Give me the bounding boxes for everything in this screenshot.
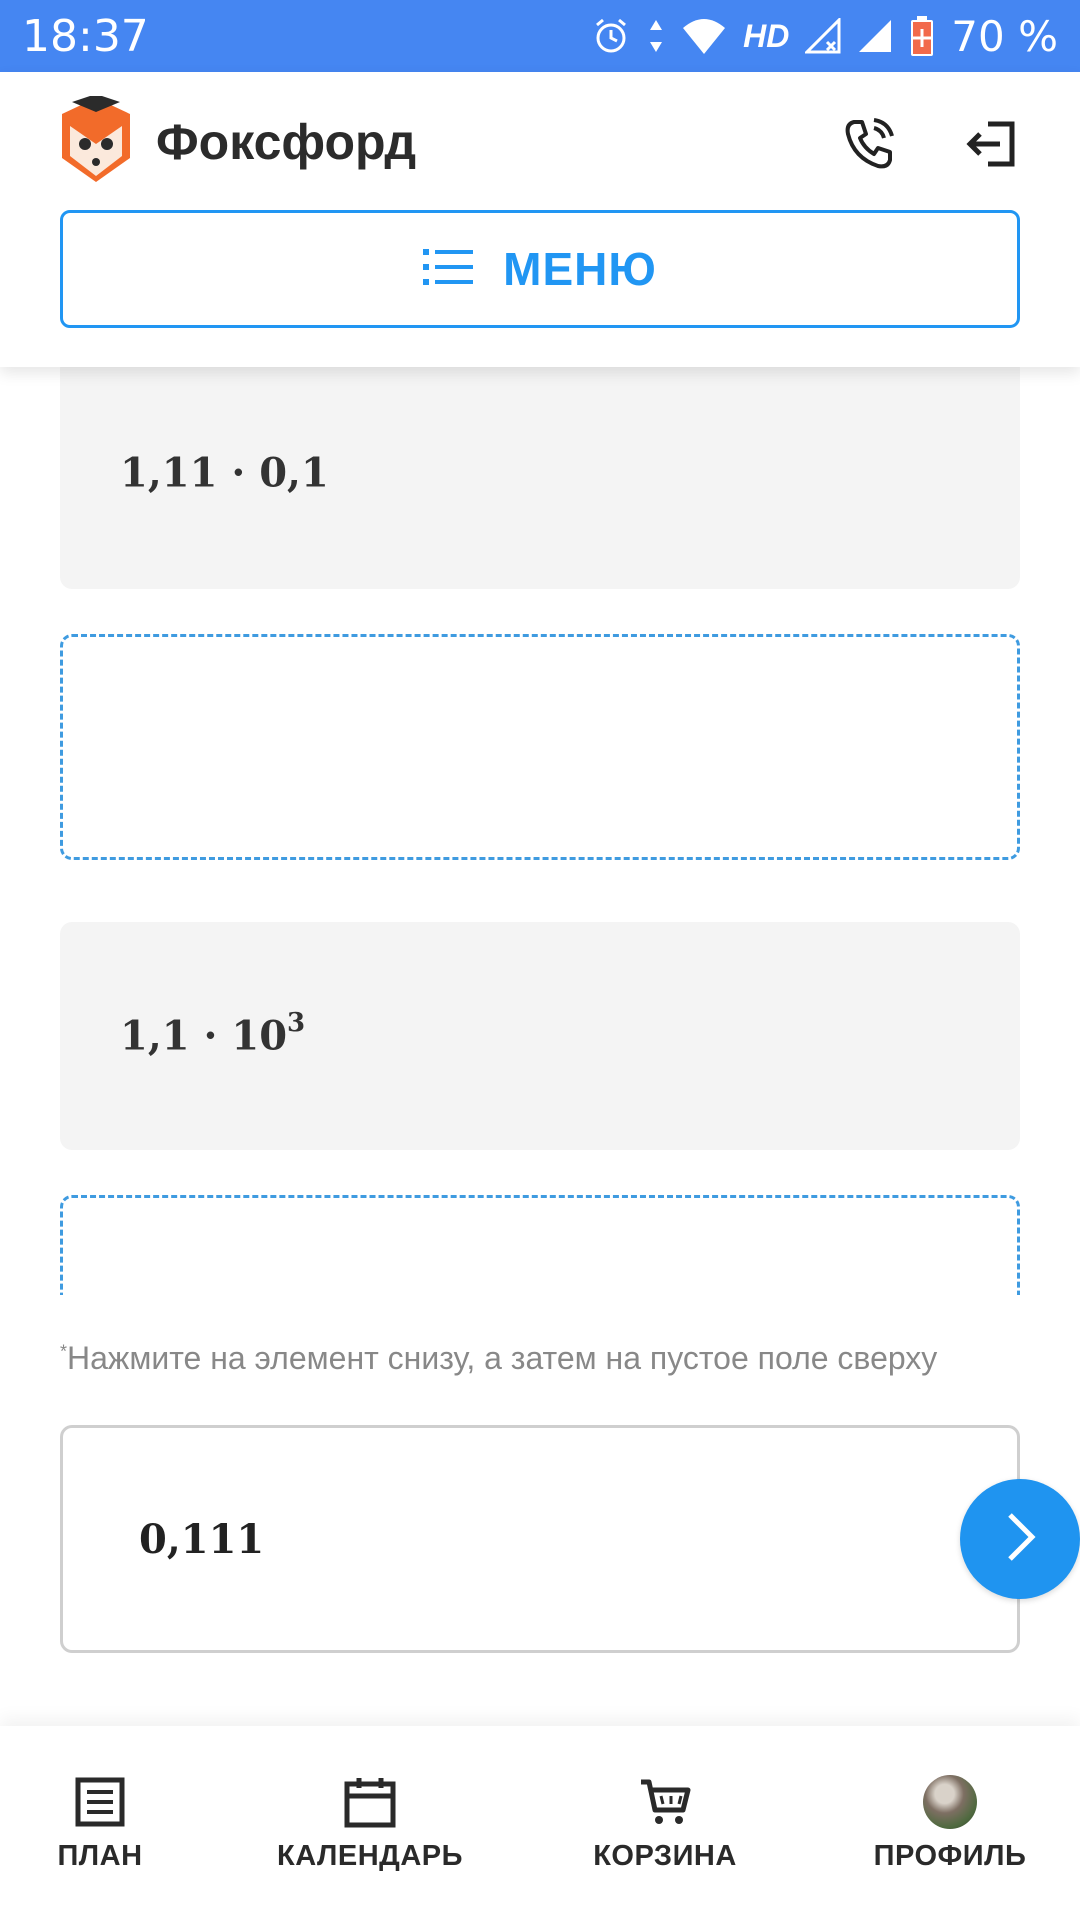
chevron-right-icon <box>1000 1509 1040 1570</box>
plan-icon <box>72 1774 128 1830</box>
bottom-navigation <box>0 1726 1080 1920</box>
signal-icon-1 <box>805 18 841 54</box>
battery-icon <box>909 15 935 57</box>
list-icon <box>423 247 473 292</box>
menu-label: МЕНЮ <box>503 243 657 295</box>
status-time: 18:37 <box>22 10 149 62</box>
empty-answer-slot[interactable] <box>60 1195 1020 1295</box>
answer-option[interactable]: 0,111 <box>139 1515 265 1563</box>
brand-name: Фоксфорд <box>156 114 417 170</box>
nav-plan[interactable] <box>40 1726 160 1920</box>
app-header <box>0 72 1080 367</box>
empty-answer-slot[interactable] <box>60 634 1020 860</box>
status-icons <box>591 12 1058 61</box>
battery-percent: 70 % <box>951 11 1058 61</box>
expression-card <box>60 922 1020 1150</box>
cart-icon <box>637 1774 693 1830</box>
alarm-icon <box>591 16 631 56</box>
nav-plan-label: ПЛАН <box>57 1839 143 1872</box>
nav-cart[interactable] <box>590 1726 740 1920</box>
network-type-label: HD <box>743 17 790 54</box>
nav-profile[interactable] <box>870 1726 1030 1920</box>
answer-options-panel <box>60 1425 1020 1653</box>
phone-icon[interactable] <box>840 114 900 174</box>
expression-text: 1,11 · 0,1 <box>120 449 329 497</box>
status-bar <box>0 0 1080 72</box>
signal-icon-2 <box>857 18 893 54</box>
data-arrows-icon <box>647 16 665 56</box>
instruction-hint: *Нажмите на элемент снизу, а затем на пустое поле сверху <box>60 1340 938 1376</box>
nav-cart-label: КОРЗИНА <box>593 1839 737 1872</box>
expression-text: $1,1 \cdot 10^3$ <box>120 1008 306 1060</box>
next-button[interactable] <box>960 1479 1080 1599</box>
nav-calendar-label: КАЛЕНДАРЬ <box>277 1839 463 1872</box>
nav-calendar[interactable] <box>277 1726 463 1920</box>
logout-icon[interactable] <box>962 114 1022 174</box>
avatar-container <box>922 1774 978 1830</box>
expression-card <box>60 367 1020 589</box>
menu-button[interactable] <box>60 210 1020 328</box>
foxford-logo <box>58 96 134 184</box>
calendar-icon <box>342 1774 398 1830</box>
avatar <box>923 1775 977 1829</box>
wifi-icon <box>681 16 727 56</box>
nav-profile-label: ПРОФИЛЬ <box>873 1839 1027 1872</box>
exercise-area <box>0 367 1080 1295</box>
